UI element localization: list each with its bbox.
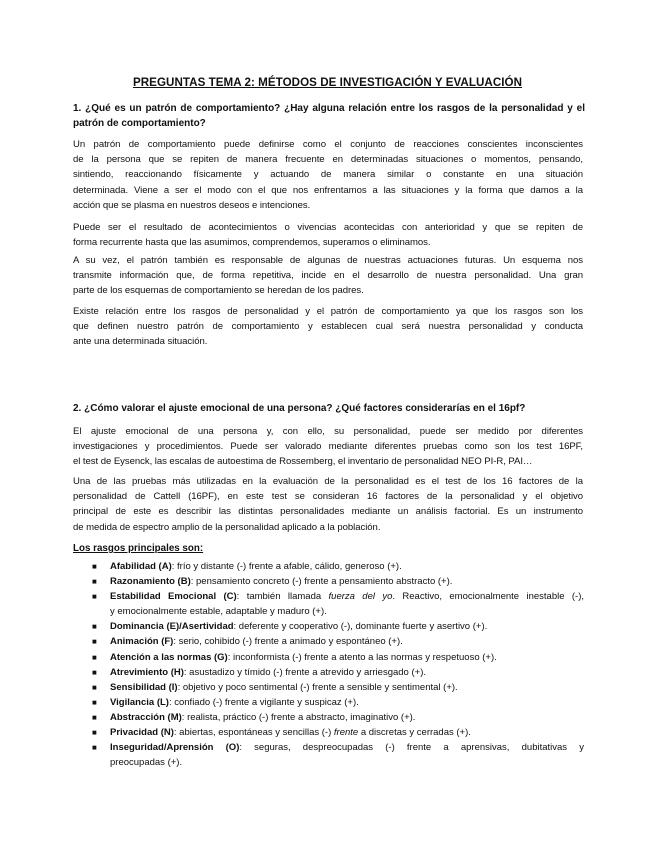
question-1-heading-line: 1. ¿Qué es un patrón de comportamiento? ¿Hay alguna relación entre los rasgos de la personalidad y el bbox=[73, 103, 585, 114]
question-1-heading bbox=[73, 101, 585, 131]
trait-name: Animación (F) bbox=[110, 636, 174, 648]
bullet-icon: ■ bbox=[92, 667, 97, 677]
q1-paragraph-1 bbox=[73, 137, 583, 213]
trait-name: Dominancia (E)/Asertividad bbox=[110, 621, 234, 633]
bullet-icon: ■ bbox=[92, 592, 97, 602]
list-item bbox=[92, 650, 584, 665]
trait-name: Privacidad (N) bbox=[110, 727, 174, 739]
paragraph-line: el test de Eysenck, las escalas de autoestima de Rossemberg, el inventario de personalidad NEO PI-R, PAI… bbox=[73, 456, 533, 468]
trait-description: : seguras, despreocupadas (-) frente a aprensivas, dubitativas y bbox=[239, 742, 584, 754]
trait-name: Abstracción (M) bbox=[110, 711, 182, 723]
paragraph-line: investigaciones y procedimientos. Puede ser valorado mediante diferentes pruebas como son los test 16PF, bbox=[73, 441, 583, 453]
trait-description: : deferente y cooperativo (-), dominante fuerte y asertivo (+). bbox=[233, 621, 488, 633]
trait-line bbox=[110, 740, 584, 755]
trait-description: : serio, cohibido (-) frente a animado y espontáneo (+). bbox=[173, 636, 403, 648]
trait-name: Afabilidad (A) bbox=[110, 561, 172, 572]
list-item bbox=[92, 634, 584, 649]
trait-description: : confiado (-) frente a vigilante y suspicaz (+). bbox=[168, 696, 359, 708]
trait-description: : inconformista (-) frente a atento a las normas y respetuoso (+). bbox=[227, 651, 497, 663]
trait-description: : frío y distante (-) frente a afable, cálido, generoso (+). bbox=[171, 561, 402, 572]
paragraph-line: sintiendo, reaccionando físicamente y actuando de manera similar o constante en una situación bbox=[73, 169, 583, 181]
trait-description: : realista, práctico (-) frente a abstracto, imaginativo (+). bbox=[181, 711, 416, 723]
bullet-icon: ■ bbox=[92, 637, 97, 647]
paragraph-line: Puede ser el resultado de acontecimientos o vivencias acontecidas con anterioridad y que se repiten de bbox=[73, 222, 583, 233]
q2-paragraph-2 bbox=[73, 474, 583, 535]
list-item bbox=[92, 589, 584, 619]
list-item bbox=[92, 710, 584, 725]
paragraph-line: determinada. Viene a ser el modo con el que nos enfrentamos a las situaciones y la forma que damos a la bbox=[73, 184, 583, 196]
bullet-icon: ■ bbox=[92, 652, 97, 662]
paragraph-line: A su vez, el patrón también es responsable de algunas de nuestras actuaciones futuras. Un esquema nos bbox=[73, 255, 583, 266]
list-item bbox=[92, 559, 584, 574]
traits-heading: Los rasgos principales son: bbox=[73, 543, 204, 554]
trait-name: Razonamiento (B) bbox=[110, 576, 191, 588]
question-1-heading-line: patrón de comportamiento? bbox=[73, 118, 206, 129]
bullet-icon: ■ bbox=[92, 743, 97, 753]
list-item bbox=[92, 740, 584, 770]
list-item bbox=[92, 680, 584, 695]
list-item bbox=[92, 574, 584, 589]
trait-name: Inseguridad/Aprensión (O) bbox=[110, 742, 240, 754]
paragraph-line: principal de este es describir las distintas personalidades mediante un análisis factorial. Es un instrumento bbox=[73, 506, 583, 518]
list-item bbox=[92, 695, 584, 710]
bullet-icon: ■ bbox=[92, 562, 97, 571]
page-title: PREGUNTAS TEMA 2: MÉTODOS DE INVESTIGACIÓN Y EVALUACIÓN bbox=[132, 76, 523, 89]
trait-name: Estabilidad Emocional (C) bbox=[110, 591, 237, 603]
trait-description: : abiertas, espontáneas y sencillas (-) bbox=[173, 727, 334, 739]
paragraph-line: forma recurrente hasta que las asumimos, comprendemos, superamos o eliminamos. bbox=[73, 237, 431, 249]
q1-paragraph-2 bbox=[73, 220, 583, 250]
q1-paragraph-3 bbox=[73, 253, 583, 299]
trait-description-line2: y emocionalmente estable, adaptable y maduro (+). bbox=[110, 606, 327, 618]
trait-name: Atención a las normas (G) bbox=[110, 651, 228, 663]
trait-description: : pensamiento concreto (-) frente a pensamiento abstracto (+). bbox=[190, 576, 453, 588]
paragraph-line: El ajuste emocional de una persona y, con ello, su personalidad, puede ser medido por diferentes bbox=[73, 426, 583, 437]
bullet-icon: ■ bbox=[92, 682, 97, 692]
paragraph-line: ante una determinada situación. bbox=[73, 336, 208, 348]
traits-list bbox=[92, 559, 584, 770]
list-item bbox=[92, 725, 584, 740]
paragraph-line: acción que se plasma en nuestros deseos e intenciones. bbox=[73, 199, 311, 211]
bullet-icon: ■ bbox=[92, 728, 97, 738]
bullet-icon: ■ bbox=[92, 622, 97, 632]
trait-description-cont: a discretas y cerradas (+). bbox=[358, 727, 471, 739]
trait-description: : también llamada bbox=[236, 591, 329, 603]
trait-name: Vigilancia (L) bbox=[110, 696, 169, 708]
bullet-icon: ■ bbox=[92, 577, 97, 587]
paragraph-line: Un patrón de comportamiento puede definirse como el conjunto de reacciones conscientes inconscientes bbox=[73, 139, 583, 150]
trait-italic: fuerza del yo bbox=[328, 591, 393, 603]
trait-name: Atrevimiento (H) bbox=[110, 666, 184, 678]
trait-description-line2: preocupadas (+). bbox=[110, 757, 183, 769]
q2-paragraph-1 bbox=[73, 424, 583, 470]
trait-description: : objetivo y poco sentimental (-) frente a sensible y sentimental (+). bbox=[177, 681, 458, 693]
question-2-heading: 2. ¿Cómo valorar el ajuste emocional de una persona? ¿Qué factores considerarías en el 16pf? bbox=[73, 403, 526, 414]
list-item bbox=[92, 665, 584, 680]
q1-paragraph-4 bbox=[73, 304, 583, 350]
trait-description-cont: . Reactivo, emocionalmente inestable (-), bbox=[392, 591, 585, 603]
paragraph-line: de la persona que se repiten de manera frecuente en determinadas situaciones o momentos, pensando, bbox=[73, 154, 583, 166]
trait-name: Sensibilidad (I) bbox=[110, 681, 178, 693]
trait-description: : asustadizo y tímido (-) frente a atrevido y arriesgado (+). bbox=[183, 666, 426, 678]
paragraph-line: Una de las pruebas más utilizadas en la evaluación de la personalidad es el test de los 16 factores de la bbox=[73, 476, 583, 487]
paragraph-line: personalidad de Cattell (16PF), en este test se consideran 16 factores de la personalidad y el objetivo bbox=[73, 491, 583, 503]
bullet-icon: ■ bbox=[92, 712, 97, 722]
trait-italic: frente bbox=[333, 727, 359, 739]
paragraph-line: que definen nuestro patrón de comportamiento y establecen cual será nuestra personalidad y conducta bbox=[73, 321, 583, 333]
paragraph-line: Existe relación entre los rasgos de personalidad y el patrón de comportamiento ya que los rasgos son los bbox=[73, 306, 583, 317]
trait-line bbox=[110, 589, 584, 604]
list-item bbox=[92, 619, 584, 634]
paragraph-line: parte de los esquemas de comportamiento se heredan de los padres. bbox=[73, 285, 364, 297]
paragraph-line: transmite información que, de forma repetitiva, incide en el desarrollo de nuestra personalidad. Una gran bbox=[73, 270, 583, 282]
bullet-icon: ■ bbox=[92, 697, 97, 707]
paragraph-line: de medida de espectro amplio de la personalidad aplicado a la población. bbox=[73, 521, 381, 533]
